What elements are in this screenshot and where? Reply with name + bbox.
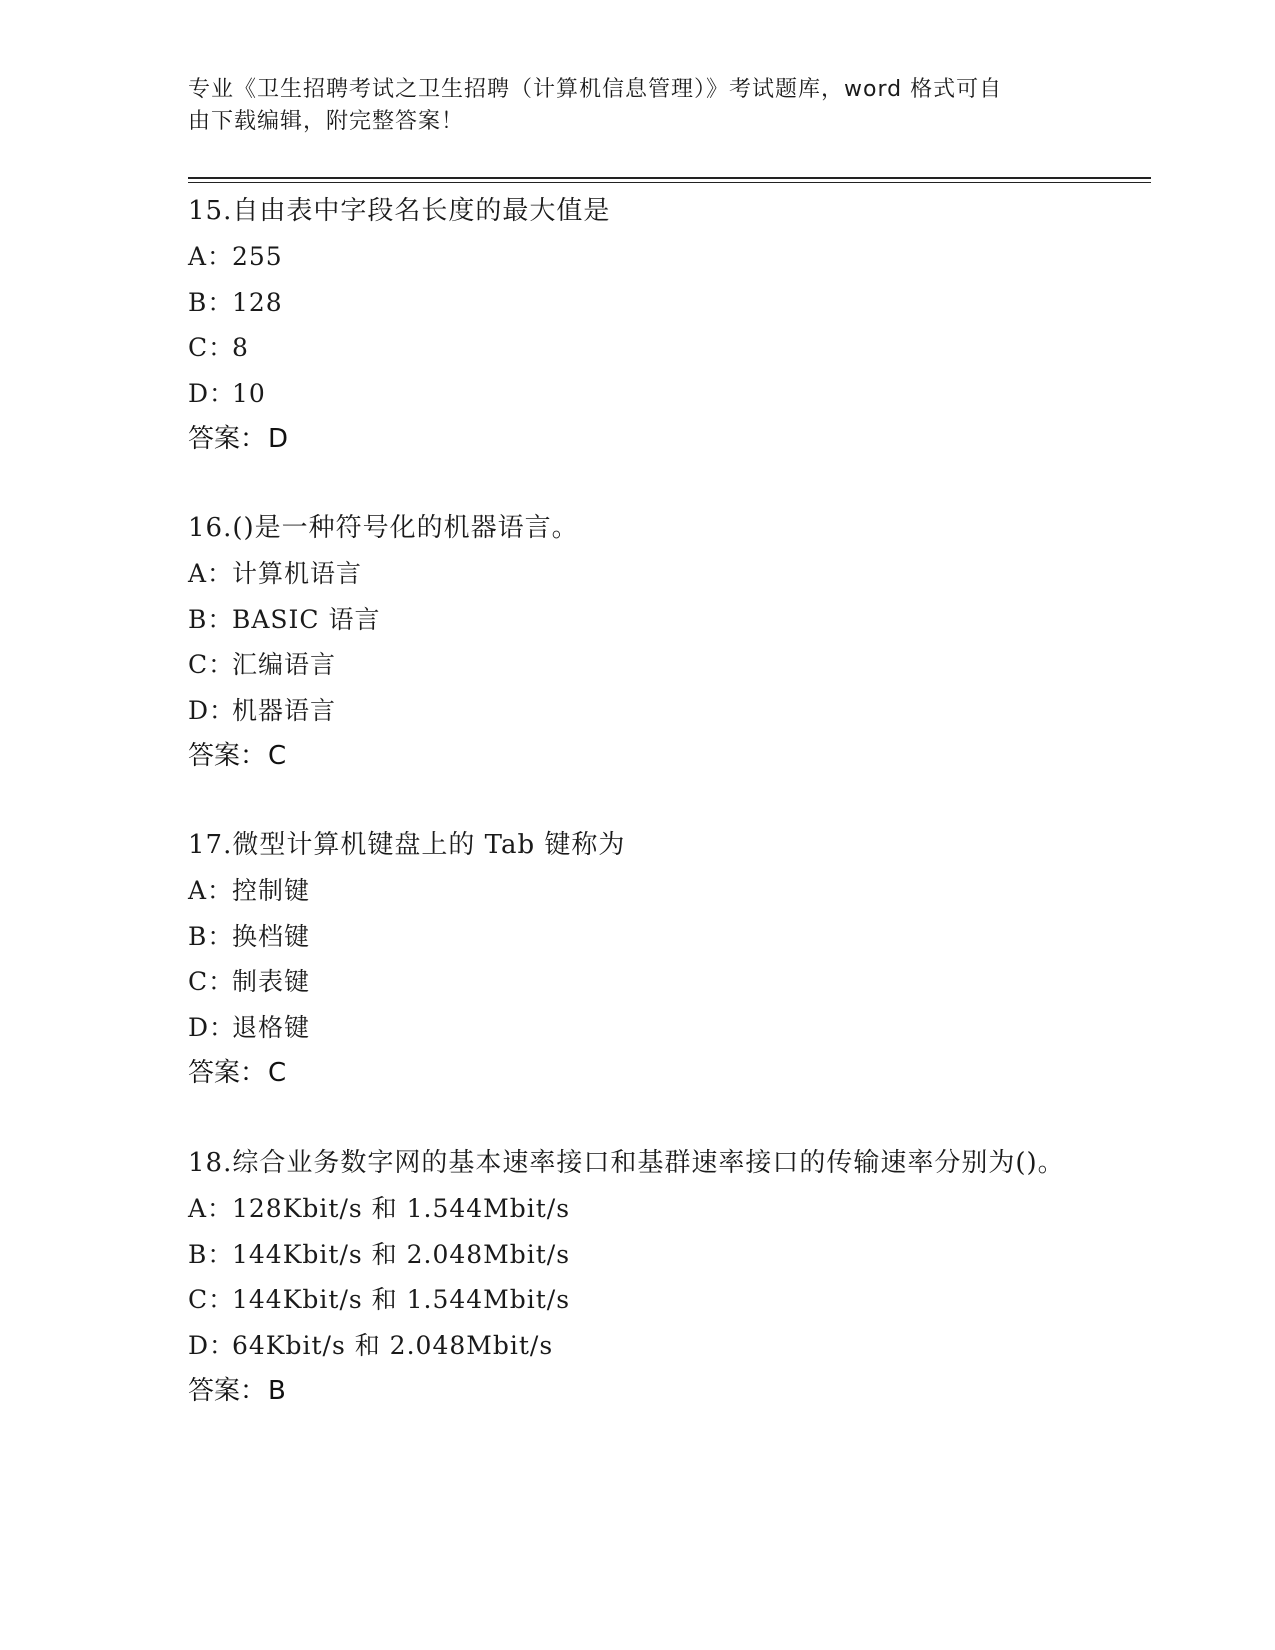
- option-letter: A：: [188, 559, 234, 588]
- question-stem: [188, 1140, 1088, 1186]
- answer-value: C: [268, 741, 287, 771]
- option-text: BASIC 语言: [232, 604, 381, 634]
- option-letter: A：: [188, 1194, 234, 1223]
- option-text: 255: [232, 242, 283, 271]
- option-a: [188, 1186, 1088, 1232]
- answer-line: [188, 416, 1088, 462]
- answer-line: [188, 1050, 1088, 1096]
- option-b: [188, 280, 1088, 326]
- question-number: 16.: [188, 513, 233, 543]
- option-c: [188, 325, 1088, 371]
- question-15: [188, 188, 1088, 462]
- option-letter: D：: [188, 1012, 236, 1042]
- option-d: [188, 1005, 1088, 1051]
- header-line-1: 专业《卫生招聘考试之卫生招聘（计算机信息管理）》考试题库，word 格式可自: [188, 77, 1003, 102]
- option-text: 128: [232, 287, 283, 317]
- option-a: [188, 551, 1088, 597]
- option-letter: B：: [188, 604, 234, 634]
- answer-label: 答案：: [188, 1376, 267, 1406]
- option-text: 128Kbit/s 和 1.544Mbit/s: [232, 1194, 571, 1223]
- question-16: [188, 505, 1088, 779]
- option-b: [188, 597, 1088, 643]
- option-text: 144Kbit/s 和 1.544Mbit/s: [232, 1285, 571, 1314]
- question-stem: [188, 505, 1088, 551]
- answer-label: 答案：: [188, 741, 267, 771]
- option-c: [188, 1277, 1088, 1323]
- option-text: 10: [232, 378, 266, 408]
- option-letter: C：: [188, 1285, 235, 1314]
- option-letter: D：: [188, 695, 236, 725]
- answer-label: 答案：: [188, 1058, 267, 1088]
- option-a: [188, 868, 1088, 914]
- answer-line: [188, 733, 1088, 779]
- option-letter: B：: [188, 1239, 234, 1269]
- question-text: 微型计算机键盘上的 Tab 键称为: [232, 830, 626, 860]
- answer-line: [188, 1368, 1088, 1414]
- question-stem: [188, 822, 1088, 868]
- question-18: [188, 1140, 1088, 1414]
- question-number: 15.: [188, 196, 233, 226]
- question-text: 自由表中字段名长度的最大值是: [232, 196, 611, 226]
- header-divider-thin: [188, 182, 1151, 183]
- answer-value: C: [268, 1058, 287, 1088]
- option-b: [188, 914, 1088, 960]
- option-letter: C：: [188, 967, 235, 996]
- option-letter: B：: [188, 921, 234, 951]
- option-a: [188, 234, 1088, 280]
- option-letter: C：: [188, 333, 235, 362]
- option-letter: A：: [188, 876, 234, 905]
- option-d: [188, 688, 1088, 734]
- option-letter: B：: [188, 287, 234, 317]
- option-text: 144Kbit/s 和 2.048Mbit/s: [232, 1239, 571, 1269]
- option-letter: A：: [188, 242, 234, 271]
- document-header: [188, 74, 1088, 138]
- question-17: [188, 822, 1088, 1096]
- option-c: [188, 959, 1088, 1005]
- option-text: 汇编语言: [232, 650, 337, 679]
- option-d: [188, 1323, 1088, 1369]
- option-text: 控制键: [232, 876, 311, 905]
- option-c: [188, 642, 1088, 688]
- option-letter: D：: [188, 378, 236, 408]
- question-number: 18.: [188, 1148, 233, 1178]
- option-text: 退格键: [232, 1012, 311, 1042]
- option-letter: C：: [188, 650, 235, 679]
- question-stem: [188, 188, 1088, 234]
- question-number: 17.: [188, 830, 233, 860]
- option-text: 64Kbit/s 和 2.048Mbit/s: [232, 1330, 554, 1360]
- answer-value: B: [268, 1376, 286, 1406]
- question-text: 综合业务数字网的基本速率接口和基群速率接口的传输速率分别为()。: [232, 1148, 1065, 1178]
- option-text: 8: [232, 333, 249, 362]
- answer-value: D: [268, 424, 289, 454]
- option-text: 制表键: [232, 967, 311, 996]
- option-text: 计算机语言: [232, 559, 363, 588]
- answer-label: 答案：: [188, 424, 267, 454]
- question-text: ()是一种符号化的机器语言。: [232, 513, 579, 543]
- option-d: [188, 371, 1088, 417]
- header-divider-thick: [188, 177, 1151, 179]
- option-text: 机器语言: [232, 695, 337, 725]
- option-text: 换档键: [232, 921, 311, 951]
- header-line-2: 由下载编辑，附完整答案！: [188, 109, 465, 134]
- option-letter: D：: [188, 1330, 236, 1360]
- option-b: [188, 1232, 1088, 1278]
